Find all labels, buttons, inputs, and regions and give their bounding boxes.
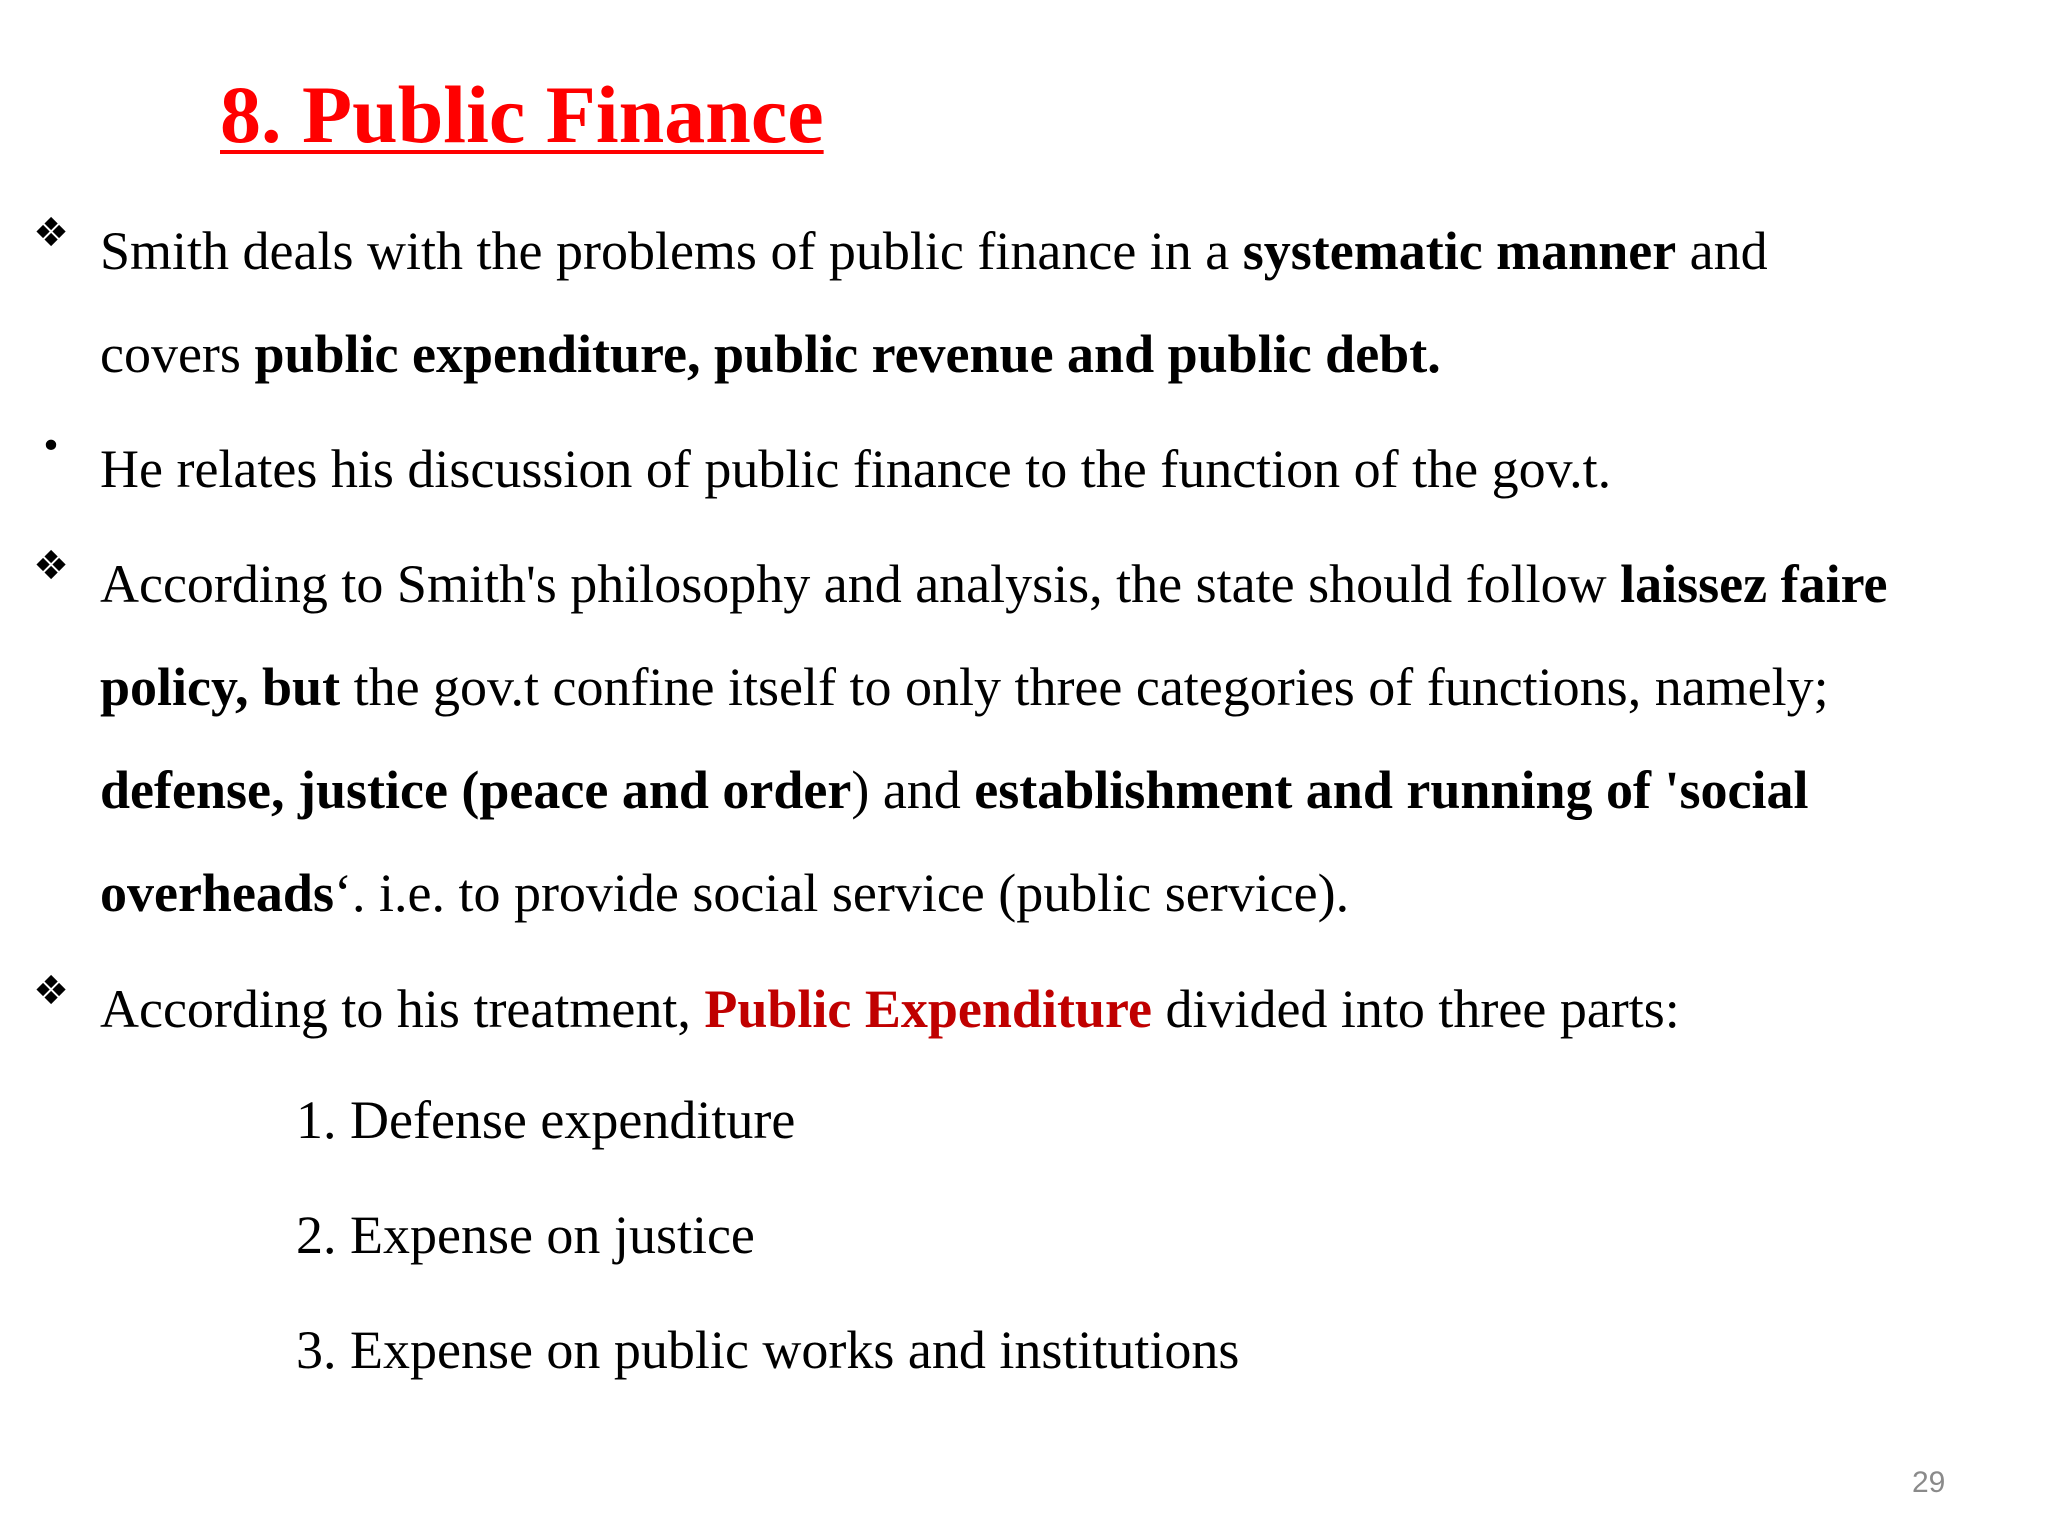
bullet-line [100,533,2025,636]
bold-run: policy, but [100,657,341,717]
text-run: According to his treatment, [100,979,705,1039]
diamond-bullet-icon: ❖ [33,210,69,256]
expenditure-part-item: 3. Expense on public works and institutions [296,1320,1240,1380]
diamond-bullet-icon: ❖ [33,543,69,589]
highlight-run: Public Expenditure [704,979,1152,1039]
text-run: He relates his discussion of public finance to the function of the gov.t. [100,439,1612,499]
text-run: covers [100,324,255,384]
bullet-text [100,533,2025,945]
bold-run: laissez faire [1620,554,1888,614]
text-run: divided into three parts: [1151,979,1680,1039]
bullet-text [100,200,2025,406]
bold-run: defense, justice (peace and order [100,760,852,820]
bullet-text [100,418,2025,521]
bold-run: overheads [100,863,334,923]
bullet-line [100,958,2025,1061]
bullet-line [100,200,2025,303]
bullet-line [100,739,2025,842]
bold-run: public expenditure, public revenue and public debt. [254,324,1441,384]
bullet-line [100,418,2025,521]
bold-run: establishment and running of 'social [974,760,1809,820]
text-run: ‘. i.e. to provide social service (public service). [333,863,1350,923]
bullet-text [100,958,2025,1061]
expenditure-part-item: 2. Expense on justice [296,1205,755,1265]
page-number: 29 [1912,1466,1946,1499]
text-run: Smith deals with the problems of public finance in a [100,221,1243,281]
text-run: and [1676,221,1768,281]
text-run: the gov.t confine itself to only three categories of functions, namely; [340,657,1829,717]
expenditure-part-item: 1. Defense expenditure [296,1090,796,1150]
bullet-line [100,636,2025,739]
slide-title: 8. Public Finance [220,69,824,160]
text-run: ) and [851,760,975,820]
bullet-line [100,303,2025,406]
bold-run: systematic manner [1242,221,1677,281]
dot-bullet-icon: • [40,426,62,467]
text-run: According to Smith's philosophy and analysis, the state should follow [100,554,1621,614]
bullet-line [100,842,2025,945]
diamond-bullet-icon: ❖ [33,968,69,1014]
